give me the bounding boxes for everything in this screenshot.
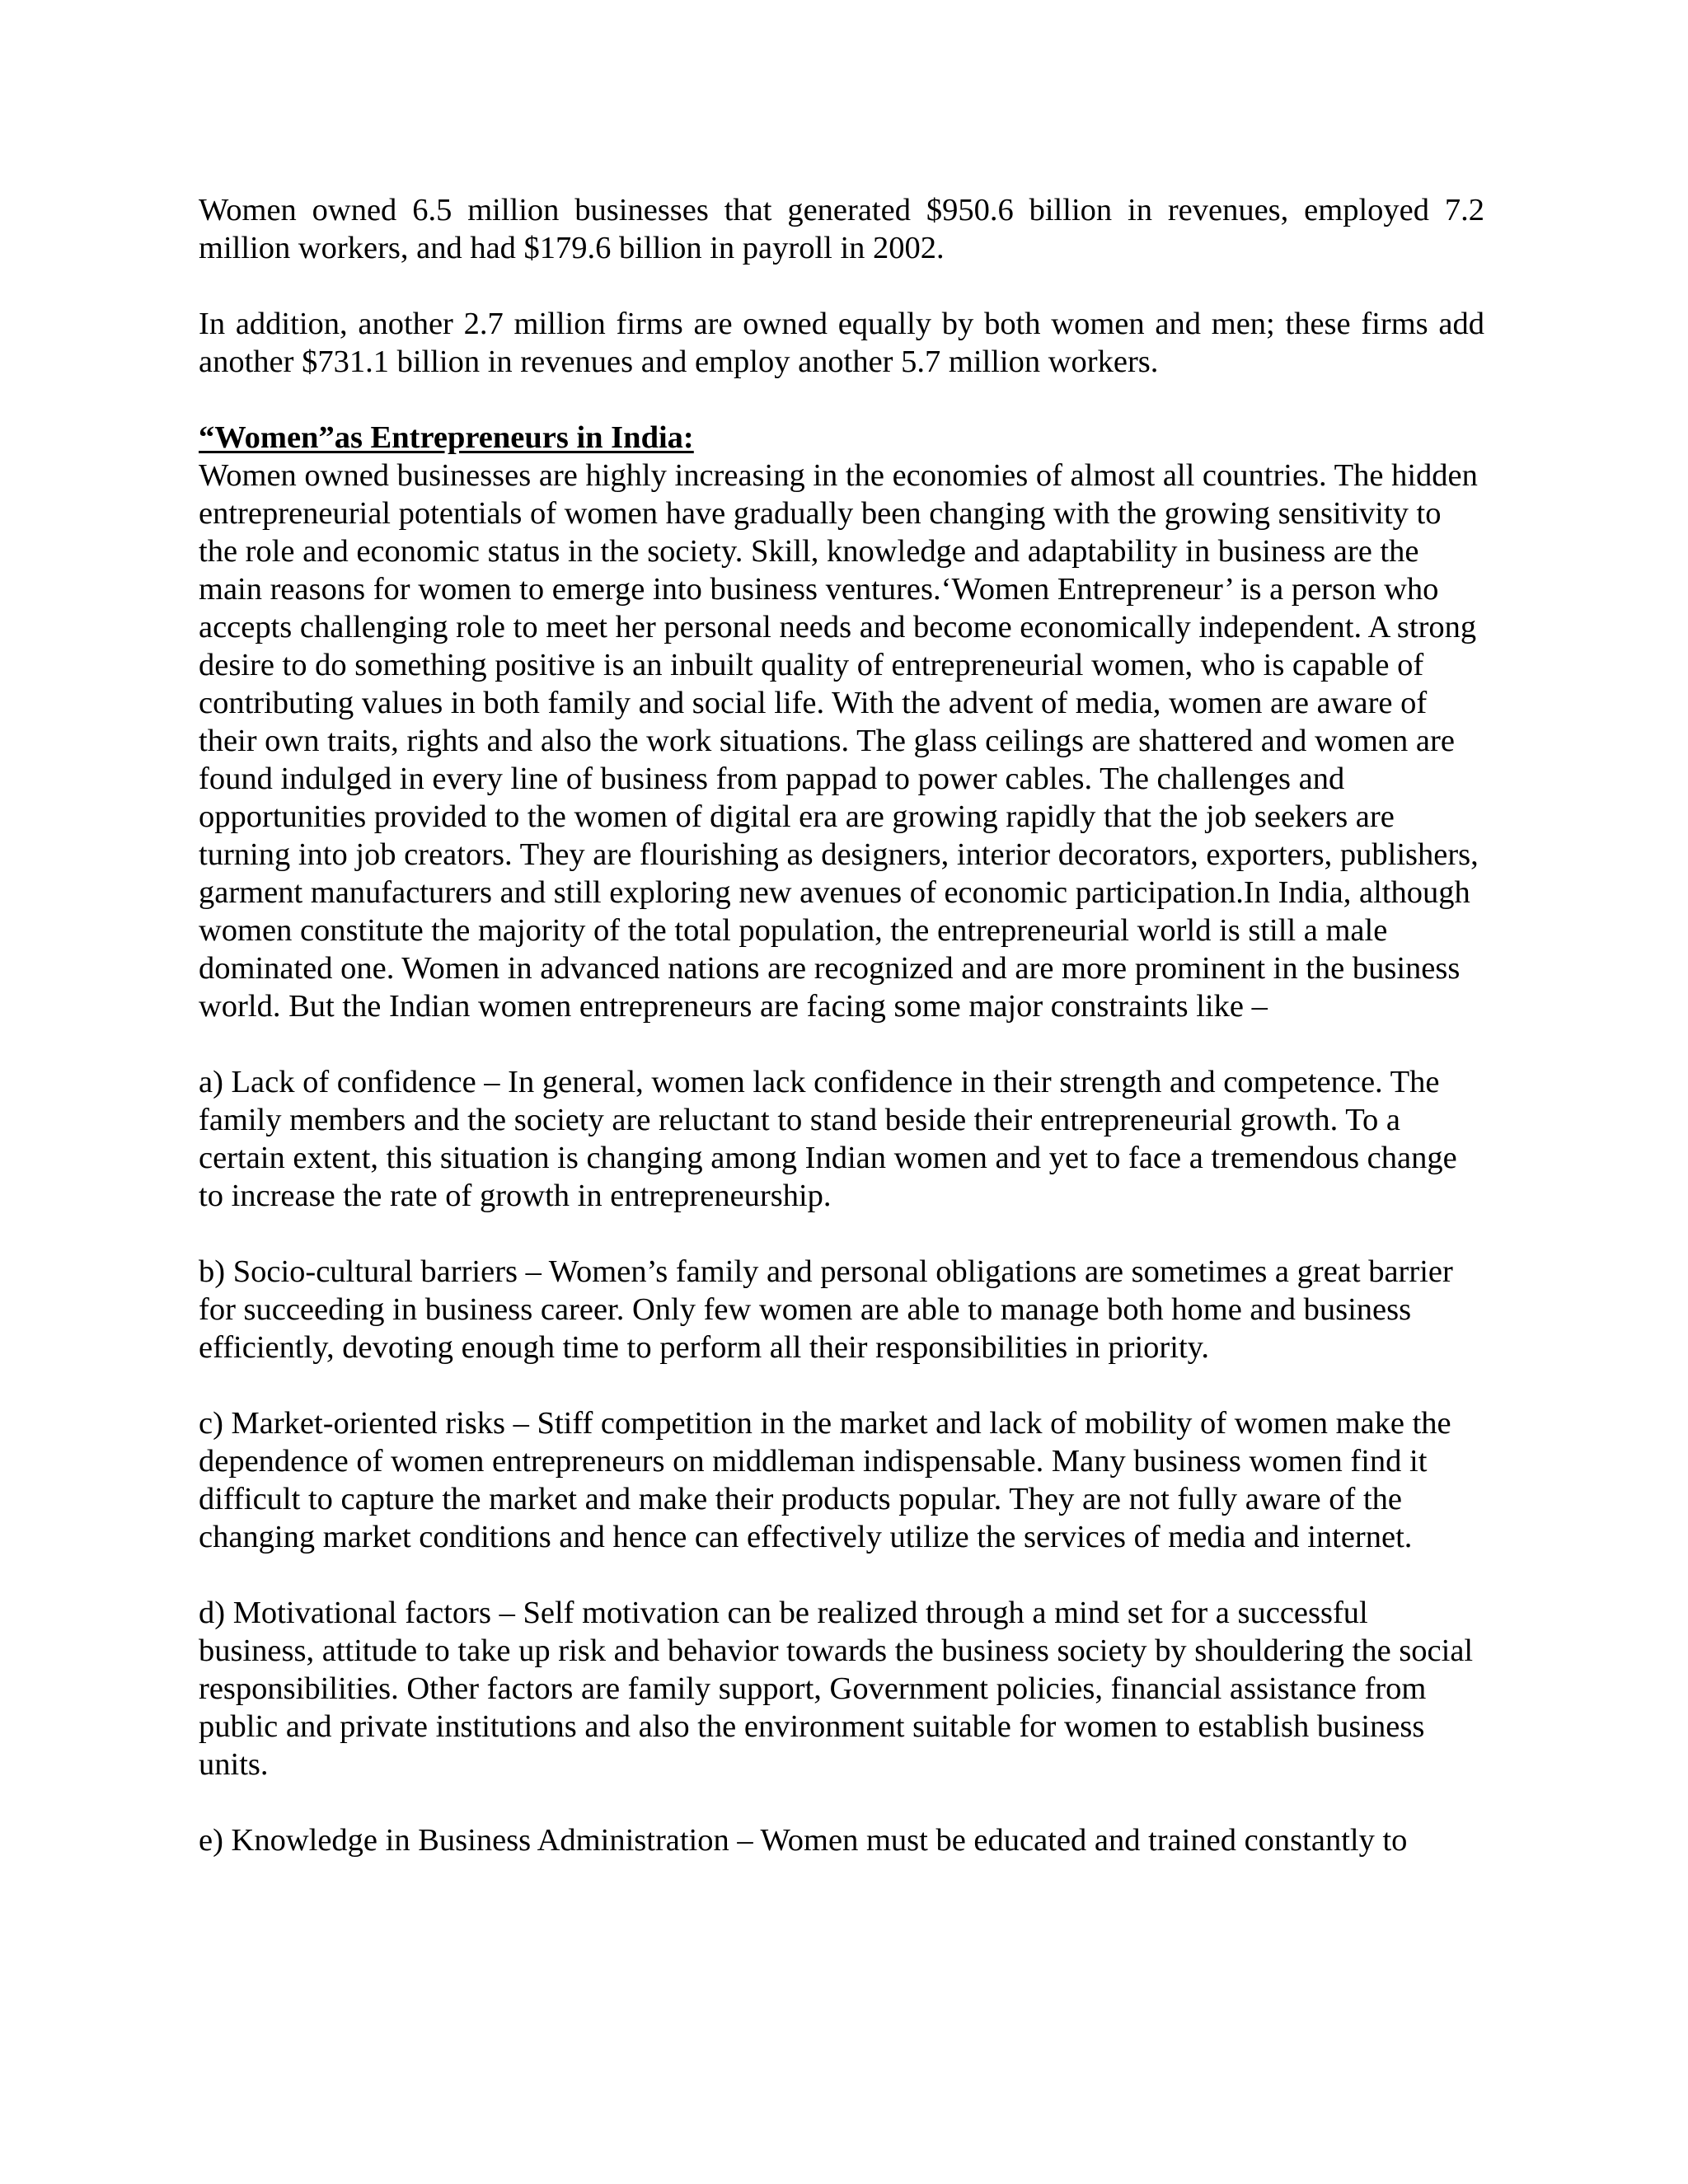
section-heading: “Women”as Entrepreneurs in India: [199,420,694,455]
constraint-motivational-factors: d) Motivational factors – Self motivation can be realized through a mind set for a successful business, attitude to take up risk and behavior towards the business society by shouldering the social responsibilities. Other factors are family support, Government policies, financial assistance from public and private institutions and also the environment suitable for women to establish business units. [199,1596,1474,1782]
constraint-lack-of-confidence: a) Lack of confidence – In general, women lack confidence in their strength and competence. The family members and the society are reluctant to stand beside their entrepreneurial growth. To a certain extent, this situation is changing among Indian women and yet to face a tremendous change to increase the rate of growth in entrepreneurship. [199,1065,1457,1213]
constraint-knowledge-business-administration: e) Knowledge in Business Administration – Women must be educated and trained constantly to [199,1823,1408,1858]
constraint-market-oriented-risks: c) Market-oriented risks – Stiff competition in the market and lack of mobility of women make the dependence of women entrepreneurs on middleman indispensable. Many business women find it difficult to capture the market and make their products popular. They are not fully aware of the changing market conditions and hence can effectively utilize the services of media and internet. [199,1406,1451,1554]
paragraph-equally-owned-firms: In addition, another 2.7 million firms are owned equally by both women and men; these firms add another $731.1 billion in revenues and employ another 5.7 million workers. [199,307,1484,379]
paragraph-women-entrepreneurs-india: Women owned businesses are highly increasing in the economies of almost all countries. The hidden entrepreneurial potentials of women have gradually been changing with the growing sensitivity to the role and economic status in the society. Skill, knowledge and adaptability in business are the main reasons for women to emerge into business ventures.‘Women Entrepreneur’ is a person who accepts challenging role to meet her personal needs and become economically independent. A strong desire to do something positive is an inbuilt quality of entrepreneurial women, who is capable of contributing values in both family and social life. With the advent of media, women are aware of their own traits, rights and also the work situations. The glass ceilings are shattered and women are found indulged in every line of business from pappad to power cables. The challenges and opportunities provided to the women of digital era are growing rapidly that the job seekers are turning into job creators. They are flourishing as designers, interior decorators, exporters, publishers, garment manufacturers and still exploring new avenues of economic participation.In India, although women constitute the majority of the total population, the entrepreneurial world is still a male dominated one. Women in advanced nations are recognized and are more prominent in the business world. But the Indian women entrepreneurs are facing some major constraints like – [199,458,1479,1024]
constraint-socio-cultural-barriers: b) Socio-cultural barriers – Women’s family and personal obligations are sometimes a great barrier for succeeding in business career. Only few women are able to manage both home and business efficiently, devoting enough time to perform all their responsibilities in priority. [199,1254,1453,1365]
document-page [199,191,1484,1859]
paragraph-women-owned-businesses: Women owned 6.5 million businesses that generated $950.6 billion in revenues, employed 7.2 million workers, and had $179.6 billion in payroll in 2002. [199,193,1484,265]
